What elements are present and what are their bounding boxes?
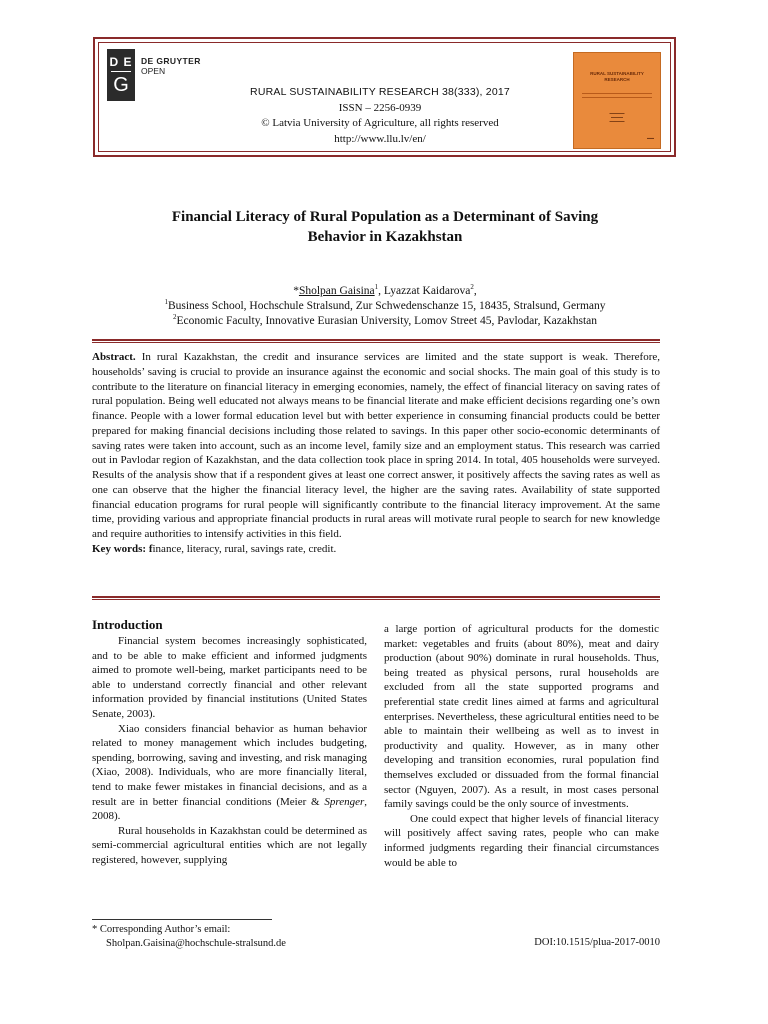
publisher-name-main: DE GRUYTER — [141, 56, 201, 66]
journal-cover-thumbnail — [573, 52, 661, 149]
keywords-text: inance, literacy, rural, savings rate, credit. — [152, 542, 337, 555]
author-kaidarova: Lyazzat Kaidarova — [383, 285, 471, 297]
cover-title: RURAL SUSTAINABILITY RESEARCH — [590, 71, 644, 82]
cover-decoration: ▬▬▬▬▬ ▬▬▬▬ ▬▬▬▬▬ — [609, 111, 625, 123]
section-heading-introduction: Introduction — [92, 617, 163, 632]
affil1-text: Business School, Hochschule Stralsund, Zur Schwedenschanze 15, 18435, Stralsund, Germany — [167, 300, 606, 312]
abstract-text: In rural Kazakhstan, the credit and insurance services are limited and the state support is weak. Therefore, households’ saving is crucial to provide an insurance against the economic and social shocks. The main goal of this study is to contribute to the literature on financial literacy in emerging economies, namely, the effect of financial literacy on saving rates of rural population. Being well educated not always means to be financial literate and make efficient decisions regarding one’s own finance. People with a lower formal education level but with better experience in consuming financial products could be better prepared for making financial decisions including those related to savings. In this paper other socio-economic determinants of saving rates were taken into account, such as an income level, family size and an employment status. This research was carried out in Pavlodar region of Kazakhstan, and the data collection took place in spring 2014. In total, 405 households were surveyed. Results of the analysis show that if a respondent gives at least one correct answer, it positively affects the saving rates as well as one can observe that the higher the financial literacy level, the higher are the saving rates. Availability of state supported financial education programs for rural people will significantly contribute to the financial literacy improvement. At the same time, providing various and appropriate financial products in rural areas will motivate rural people to search for new knowledge and require authorities to intensify activities in this field. — [92, 351, 660, 540]
author-line — [95, 284, 675, 299]
corresponding-marker: * — [293, 285, 299, 297]
journal-volume: RURAL SUSTAINABILITY RESEARCH 38(333), 2017 — [250, 86, 510, 98]
intro-p2-text: Xiao considers financial behavior as human behavior related to money management which includes budgeting, spending, borrowing, saving and investing, and risk managing (Xiao, 2008). Individuals, who are more financially literal, tend to make fewer mistakes in financial decisions, and as a result are in better financial conditions (Meier & — [92, 722, 367, 808]
logo-top-text: D E — [109, 55, 133, 69]
affil1-sup: 1 — [164, 298, 168, 307]
affiliation-2 — [95, 314, 675, 329]
footnote-label: * Corresponding Author’s email: — [92, 924, 231, 935]
intro-paragraph-5: One could expect that higher levels of financial literacy will positively affect saving rates, people who can make informed judgments regarding their financial circumstances would be able to — [384, 812, 659, 869]
right-column — [384, 622, 659, 870]
footnote — [92, 923, 392, 950]
logo-bottom-text: G — [113, 74, 129, 96]
author-block — [95, 284, 675, 329]
footnote-email[interactable]: Sholpan.Gaisina@hochschule-stralsund.de — [106, 937, 286, 949]
affil2-sup: 2 — [172, 313, 177, 322]
journal-info — [195, 85, 565, 147]
intro-paragraph-continued: a large portion of agricultural products for the domestic market: vegetables and fruits (about 80%), meat and dairy production (about 90%) dominate in rural households. Thus, being treated as physical persons, rural households are excluded from all the state supported programs and preferential state credit lines aimed at farms and agricultural enterprises. Nevertheless, these agricultural entities need to be able to maintain their wellbeing as well as to invest in productivity and quality. However, as in many other developing and transition economies, rural population find themselves excluded or dissuaded from the formal financial sector (Nguyen, 2007). As a result, in most cases personal family savings could be the only source of investments. — [384, 623, 659, 811]
author2-affil-sup: 2 — [470, 283, 474, 292]
keywords-label: Key words: f — [92, 542, 153, 555]
paper-title — [95, 207, 675, 247]
intro-paragraph-2 — [92, 722, 367, 824]
cover-small-text: ▬▬ — [647, 136, 654, 140]
abstract-bottom-rule — [92, 596, 660, 600]
intro-p2-tail: , 2008). — [92, 795, 367, 823]
journal-url[interactable]: http://www.llu.lv/en/ — [334, 132, 426, 145]
title-line-1: Financial Literacy of Rural Population as a Determinant of Saving — [171, 209, 599, 225]
abstract-label: Abstract. — [92, 351, 136, 363]
journal-issn: ISSN – 2256-0939 — [338, 101, 422, 114]
affil2-text: Economic Faculty, Innovative Eurasian University, Lomov Street 45, Pavlodar, Kazakhstan — [176, 315, 598, 327]
footnote-rule — [92, 919, 272, 920]
author-gaisina: Sholpan Gaisina — [298, 285, 375, 297]
journal-header — [93, 37, 676, 157]
intro-paragraph-3: Rural households in Kazakhstan could be determined as semi-commercial agricultural entities which are not legally registered, however, supplying — [92, 824, 367, 866]
publisher-name-sub: OPEN — [141, 66, 166, 76]
author-suffix: , — [473, 285, 477, 297]
left-column — [92, 617, 367, 868]
intro-paragraph-1: Financial system becomes increasingly sophisticated, and to be able to make efficient and informed judgments aimed to promote well-being, market participants need to be able to understand correctly financial and other relevant information provided by financial institutions (United States Senate, 2003). — [92, 635, 367, 720]
journal-copyright: © Latvia University of Agriculture, all rights reserved — [261, 117, 499, 129]
publisher-name — [141, 56, 201, 76]
intro-p2-emphasis: Sprenger — [324, 795, 365, 808]
de-gruyter-logo — [107, 49, 135, 101]
author-separator: , — [378, 285, 384, 297]
author1-affil-sup: 1 — [374, 283, 379, 292]
abstract-top-rule — [92, 339, 660, 343]
affiliation-1 — [95, 299, 675, 314]
abstract — [92, 350, 660, 557]
doi: DOI:10.1515/plua-2017-0010 — [534, 937, 660, 948]
title-line-2: Behavior in Kazakhstan — [307, 229, 463, 245]
